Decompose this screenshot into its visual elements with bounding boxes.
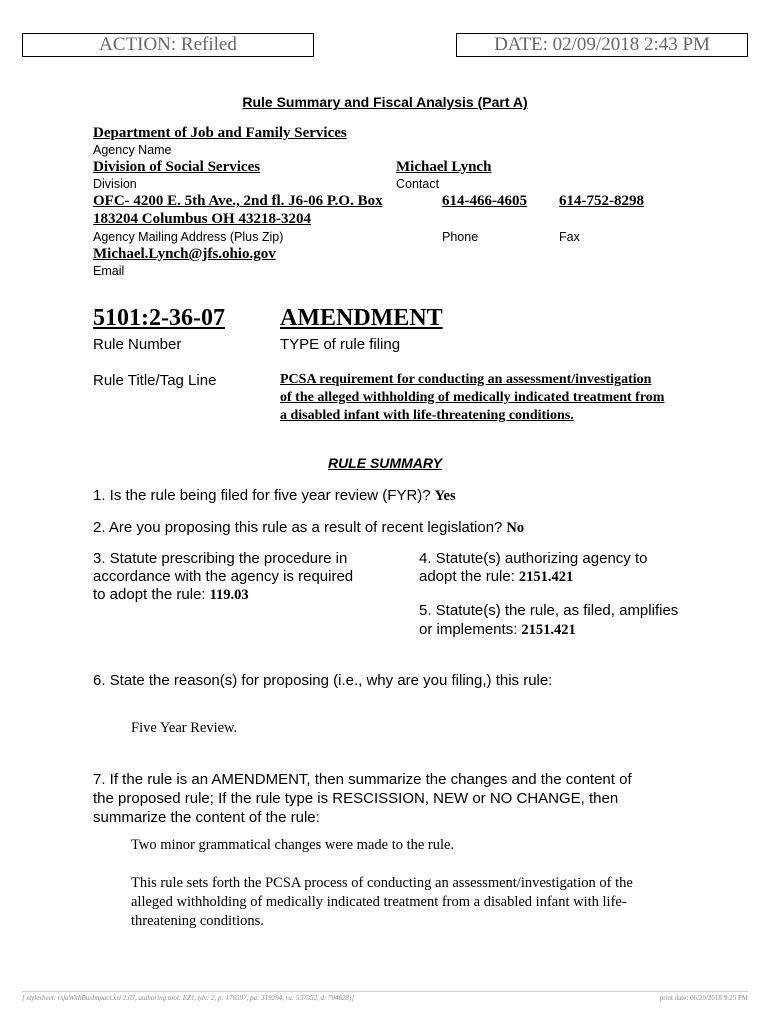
question-1-text: 1. Is the rule being filed for five year review (FYR)? <box>93 487 431 504</box>
rule-title-label: Rule Title/Tag Line <box>93 372 217 389</box>
action-box <box>22 33 314 57</box>
rule-type-label: TYPE of rule filing <box>280 336 401 353</box>
page-title: Rule Summary and Fiscal Analysis (Part A) <box>242 94 528 110</box>
agency-name: Department of Job and Family Services <box>93 125 347 141</box>
rule-title-line1: PCSA requirement for conducting an assessment/investigation <box>280 372 652 387</box>
footer-rule <box>22 991 748 992</box>
rule-type: AMENDMENT <box>280 305 443 331</box>
question-7-line3: summarize the content of the rule: <box>93 809 320 826</box>
question-6: 6. State the reason(s) for proposing (i.e., why are you filing,) this rule: <box>93 672 553 689</box>
date-box <box>456 33 748 57</box>
answer-2: No <box>506 520 525 536</box>
question-5-line1: 5. Statute(s) the rule, as filed, amplifies <box>419 602 679 619</box>
phone-value: 614-466-4605 <box>442 193 527 209</box>
question-1 <box>93 486 456 505</box>
rule-title-line2: of the alleged withholding of medically indicated treatment from <box>280 390 665 405</box>
answer-1: Yes <box>434 488 456 504</box>
contact-label: Contact <box>396 177 440 191</box>
address-line2: 183204 Columbus OH 43218-3204 <box>93 211 311 227</box>
question-4-line2 <box>419 567 573 586</box>
answer-7-paragraph-2-line1: This rule sets forth the PCSA process of conducting an assessment/investigation of the <box>131 875 633 891</box>
question-7-line1: 7. If the rule is an AMENDMENT, then summarize the changes and the content of <box>93 771 632 788</box>
answer-6: Five Year Review. <box>131 720 238 736</box>
question-5-line2 <box>419 620 576 639</box>
answer-7-paragraph-2-line2: alleged withholding of medically indicated treatment from a disabled infant with life- <box>131 894 627 910</box>
division-label: Division <box>93 177 137 191</box>
answer-7-paragraph-1: Two minor grammatical changes were made to the rule. <box>131 837 455 853</box>
question-3-line2: accordance with the agency is required <box>93 568 354 585</box>
footer-stylesheet-note: [ stylesheet: rsfaWithBusImpact.xsl 2.07, authoring tool: EZ1, (dv: 2, p: 176597, pa: 319294, ra: 537352, d: 704628)] <box>22 994 355 1002</box>
question-3-text: to adopt the rule: <box>93 586 206 603</box>
fax-value: 614-752-8298 <box>559 193 644 209</box>
question-2 <box>93 518 524 537</box>
address-line1: OFC- 4200 E. 5th Ave., 2nd fl. J6-06 P.O. Box <box>93 193 383 209</box>
question-7-line2: the proposed rule; If the rule type is RESCISSION, NEW or NO CHANGE, then <box>93 790 619 807</box>
rule-number-label: Rule Number <box>93 336 182 353</box>
action-text: ACTION: Refiled <box>99 34 237 55</box>
question-2-text: 2. Are you proposing this rule as a result of recent legislation? <box>93 519 503 536</box>
address-label: Agency Mailing Address (Plus Zip) <box>93 230 284 244</box>
rule-number: 5101:2-36-07 <box>93 305 225 331</box>
question-4-text: adopt the rule: <box>419 568 515 585</box>
fax-label: Fax <box>559 230 580 244</box>
question-3-line1: 3. Statute prescribing the procedure in <box>93 550 348 567</box>
email-label: Email <box>93 264 125 278</box>
question-5-text: or implements: <box>419 621 518 638</box>
email-value: Michael.Lynch@jfs.ohio.gov <box>93 246 276 262</box>
question-4-line1: 4. Statute(s) authorizing agency to <box>419 550 648 567</box>
rule-title-line3: a disabled infant with life-threatening conditions. <box>280 408 574 423</box>
rule-summary-heading: RULE SUMMARY <box>327 455 443 471</box>
answer-3: 119.03 <box>209 587 249 603</box>
answer-5: 2151.421 <box>521 622 576 638</box>
phone-label: Phone <box>442 230 479 244</box>
date-text: DATE: 02/09/2018 2:43 PM <box>494 34 710 55</box>
answer-7-paragraph-2-line3: threatening conditions. <box>131 913 264 929</box>
agency-name-label: Agency Name <box>93 143 172 157</box>
footer-print-date: print date: 06/29/2018 9:25 PM <box>659 994 748 1002</box>
division-value: Division of Social Services <box>93 159 261 175</box>
question-3-line3 <box>93 585 249 604</box>
answer-4: 2151.421 <box>518 569 574 585</box>
contact-value: Michael Lynch <box>396 159 492 175</box>
